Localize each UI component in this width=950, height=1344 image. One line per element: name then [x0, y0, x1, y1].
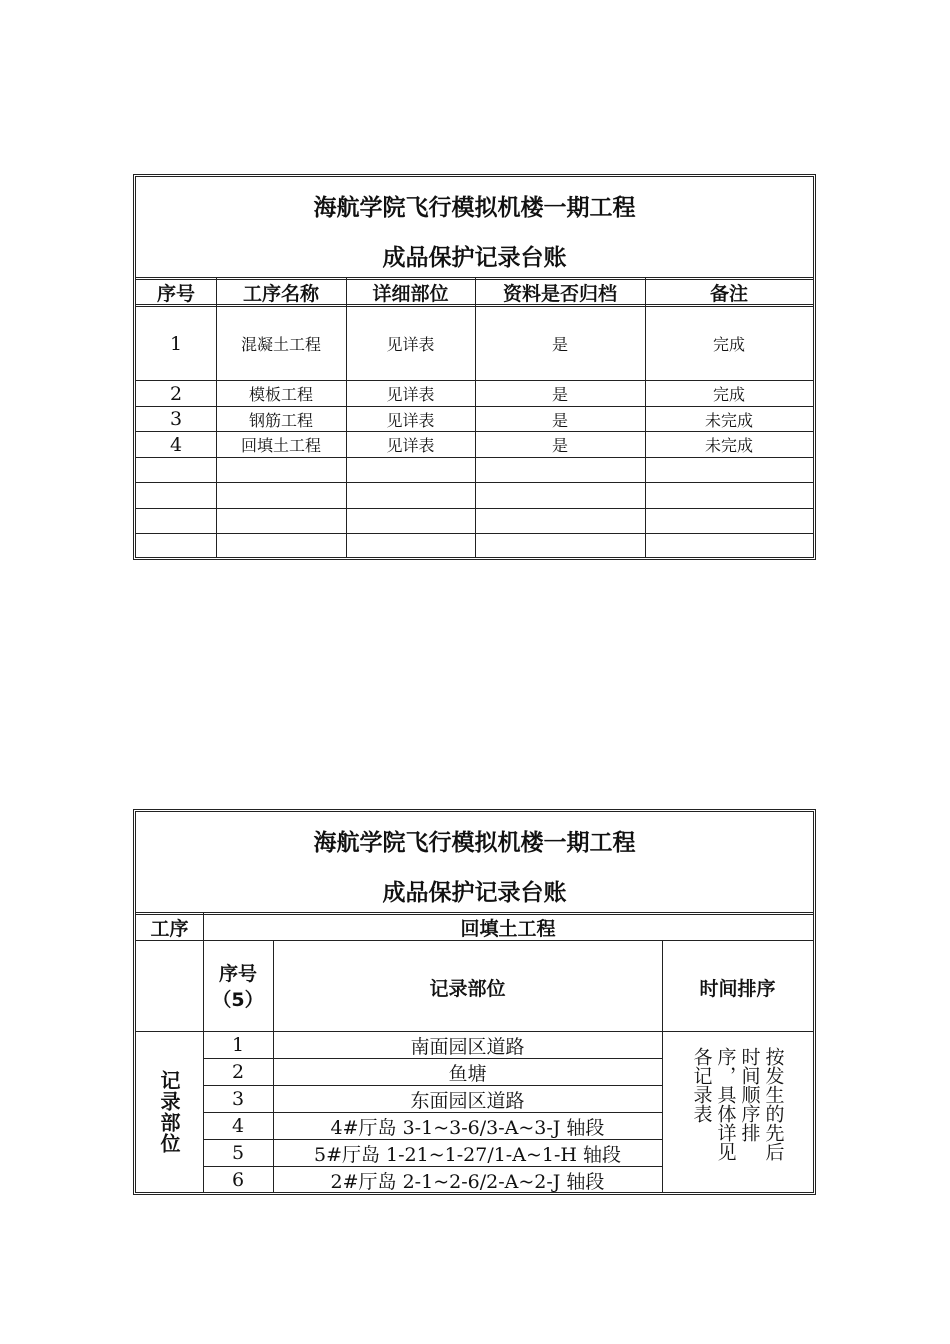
- side-label-cell: [136, 1032, 203, 1192]
- ledger-title: 成品保护记录台账: [382, 245, 567, 271]
- table-cell: 4#厅岛 3-1~3-6/3-A~3-J 轴段: [330, 1116, 605, 1139]
- table-cell: 4: [169, 433, 183, 456]
- header-seq: 序号: [156, 282, 195, 305]
- table-cell: 6: [231, 1169, 245, 1191]
- table-cell: 1: [169, 332, 183, 355]
- table-cell: 是: [551, 335, 568, 354]
- header-archived: 资料是否归档: [502, 282, 617, 305]
- side-label: 记录部位: [157, 1070, 181, 1154]
- header-remarks: 备注: [709, 282, 748, 305]
- table-cell: 东面园区道路: [410, 1089, 525, 1112]
- header-time-order: 时间排序: [699, 977, 776, 1000]
- table-cell: 是: [551, 385, 568, 404]
- header-seq: 序号（5）: [212, 963, 264, 1011]
- process-label: 工序: [150, 917, 189, 940]
- time-note: 按发生的先后时间顺序排序，具体详见各记录表: [690, 1047, 785, 1161]
- table-cell: 见详表: [386, 436, 435, 455]
- table-cell: 2: [231, 1061, 245, 1083]
- ledger-title: 成品保护记录台账: [382, 880, 567, 906]
- table-cell: 4: [231, 1115, 245, 1137]
- table-cell: 模板工程: [248, 385, 313, 404]
- table-cell: 3: [231, 1088, 245, 1110]
- table-cell: 5#厅岛 1-21~1-27/1-A~1-H 轴段: [313, 1143, 621, 1166]
- ledger-table-2: [133, 809, 816, 1195]
- table-cell: 南面园区道路: [410, 1035, 525, 1058]
- table-cell: 未完成: [704, 436, 753, 455]
- table-cell: 完成: [712, 335, 745, 354]
- table-cell: 回填土工程: [240, 436, 321, 455]
- ledger-table-1: [133, 174, 816, 560]
- table-cell: 完成: [712, 385, 745, 404]
- project-title: 海航学院飞行模拟机楼一期工程: [313, 830, 636, 856]
- table-cell: 钢筋工程: [248, 410, 313, 430]
- table-cell: 见详表: [386, 410, 435, 430]
- process-value: 回填土工程: [460, 917, 556, 940]
- table-cell: 2: [169, 382, 183, 405]
- table-cell: 3: [169, 408, 183, 430]
- table-cell: 未完成: [704, 410, 753, 430]
- header-location: 详细部位: [372, 282, 449, 305]
- project-title: 海航学院飞行模拟机楼一期工程: [313, 195, 636, 221]
- header-record-location: 记录部位: [429, 977, 506, 1000]
- table-cell: 2#厅岛 2-1~2-6/2-A~2-J 轴段: [330, 1170, 605, 1193]
- table-cell: 见详表: [386, 335, 435, 354]
- time-note-cell: [662, 1032, 813, 1192]
- table-cell: 鱼塘: [448, 1062, 487, 1085]
- header-process-name: 工序名称: [242, 282, 319, 305]
- table-cell: 见详表: [386, 385, 435, 404]
- table-cell: 是: [551, 410, 568, 430]
- table-cell: 5: [231, 1142, 245, 1164]
- table-cell: 是: [551, 436, 568, 455]
- table-cell: 混凝土工程: [240, 335, 321, 354]
- table-cell: 1: [231, 1034, 245, 1056]
